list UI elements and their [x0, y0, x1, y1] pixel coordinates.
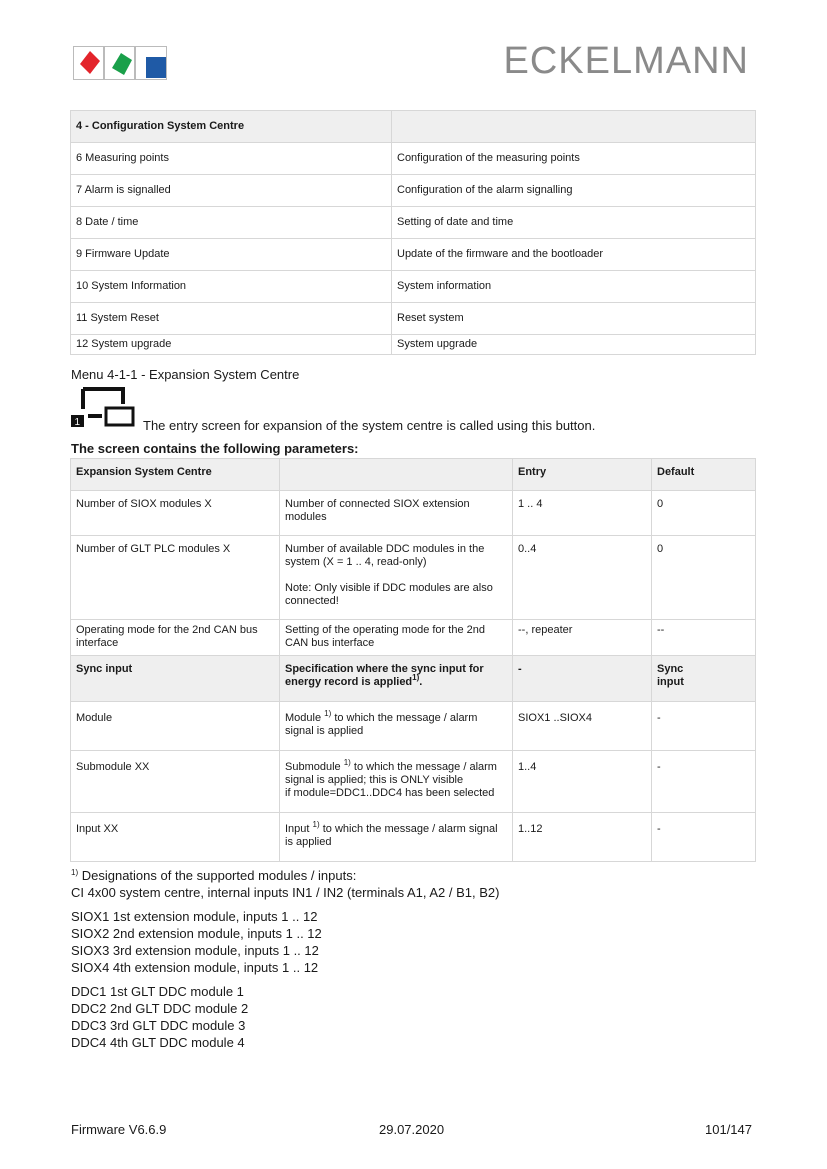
menu-description: Configuration of the measuring points	[392, 143, 756, 175]
param-name: Input XX	[71, 813, 280, 862]
blue-square-icon	[146, 57, 166, 78]
param-entry: --, repeater	[513, 620, 652, 656]
table-header-row	[71, 111, 756, 143]
param-entry: 1..12	[513, 813, 652, 862]
table-row	[71, 751, 756, 813]
table-header-row	[71, 459, 756, 491]
parameters-table	[70, 458, 756, 862]
param-default: 0	[652, 491, 756, 536]
sync-header-entry: -	[513, 656, 652, 702]
param-entry: SIOX1 ..SIOX4	[513, 702, 652, 751]
siox-item: SIOX3 3rd extension module, inputs 1 .. 12	[71, 943, 319, 958]
footnote-title: Designations of the supported modules / inputs:	[78, 868, 357, 883]
header-cell: 4 - Configuration System Centre	[71, 111, 392, 143]
ddc-item: DDC4 4th GLT DDC module 4	[71, 1035, 245, 1050]
param-entry: 1..4	[513, 751, 652, 813]
expansion-window-icon[interactable]	[71, 387, 137, 427]
param-description	[280, 702, 513, 751]
desc-post: to which the message / alarm signal is applied	[285, 712, 478, 737]
param-default: -	[652, 813, 756, 862]
table-row	[71, 303, 756, 335]
param-name: Number of SIOX modules X	[71, 491, 280, 536]
header-cell: Default	[652, 459, 756, 491]
menu-table	[70, 110, 756, 355]
menu-item: 7 Alarm is signalled	[71, 175, 392, 207]
sync-header-desc-end: .	[419, 676, 423, 688]
footer-date: 29.07.2020	[379, 1122, 445, 1137]
ddc-item: DDC1 1st GLT DDC module 1	[71, 984, 244, 999]
table-row	[71, 491, 756, 536]
param-name: Module	[71, 702, 280, 751]
param-name: Operating mode for the 2nd CAN bus interface	[71, 620, 280, 656]
footnote-ref: 1)	[312, 820, 320, 829]
footer-page-number: 101/147	[705, 1122, 752, 1137]
table-row	[71, 175, 756, 207]
ddc-list	[71, 983, 499, 1051]
footnotes	[71, 867, 499, 1051]
ddc-item: DDC2 2nd GLT DDC module 2	[71, 1001, 249, 1016]
menu-description: Update of the firmware and the bootloader	[392, 239, 756, 271]
siox-item: SIOX4 4th extension module, inputs 1 .. 12	[71, 960, 319, 975]
param-default: --	[652, 620, 756, 656]
footnote-ref: 1)	[343, 758, 351, 767]
sync-header-default-line1: Sync	[657, 663, 684, 675]
menu-item: 9 Firmware Update	[71, 239, 392, 271]
header-cell: Expansion System Centre	[71, 459, 280, 491]
menu-description: System upgrade	[392, 335, 756, 355]
param-entry: 0..4	[513, 536, 652, 620]
param-description: Number of available DDC modules in the system (X = 1 .. 4, read-only)	[285, 543, 485, 568]
param-description: Setting of the operating mode for the 2nd CAN bus interface	[280, 620, 513, 656]
menu-item: 6 Measuring points	[71, 143, 392, 175]
ddc-item: DDC3 3rd GLT DDC module 3	[71, 1018, 246, 1033]
sync-header-default	[652, 656, 756, 702]
entry-row	[71, 387, 771, 433]
sync-header-desc	[280, 656, 513, 702]
desc-post: to which the message / alarm signal is applied	[285, 823, 498, 848]
param-name: Number of GLT PLC modules X	[71, 536, 280, 620]
menu-item: 11 System Reset	[71, 303, 392, 335]
menu-description: Setting of date and time	[392, 207, 756, 239]
param-description	[280, 813, 513, 862]
sync-header-name: Sync input	[71, 656, 280, 702]
sync-header-default-line2: input	[657, 676, 684, 688]
header-cell: Entry	[513, 459, 652, 491]
footnote-marker: 1)	[71, 868, 79, 877]
table-row	[71, 536, 756, 620]
desc-pre: Module	[285, 712, 325, 724]
table-row	[71, 143, 756, 175]
menu-item: 10 System Information	[71, 271, 392, 303]
table-row	[71, 813, 756, 862]
menu-description: Configuration of the alarm signalling	[392, 175, 756, 207]
param-name: Submodule XX	[71, 751, 280, 813]
table-row	[71, 702, 756, 751]
table-row	[71, 207, 756, 239]
table-row	[71, 620, 756, 656]
param-description-cell	[280, 536, 513, 620]
sync-header-desc-text: Specification where the sync input for energy record is applied	[285, 663, 484, 688]
icon-badge: 1	[74, 417, 81, 427]
param-description: Number of connected SIOX extension modules	[280, 491, 513, 536]
desc-post: to which the message / alarm signal is applied; this is ONLY visible	[285, 761, 497, 786]
param-default: -	[652, 702, 756, 751]
menu-item: 12 System upgrade	[71, 335, 392, 355]
desc-pre: Input	[285, 823, 313, 835]
footnote-ref: 1)	[324, 709, 332, 718]
footer-firmware: Firmware V6.6.9	[71, 1122, 167, 1137]
desc-pre: Submodule	[285, 761, 344, 773]
menu-item: 8 Date / time	[71, 207, 392, 239]
siox-item: SIOX2 2nd extension module, inputs 1 .. 12	[71, 926, 322, 941]
header-cell	[280, 459, 513, 491]
footnote-ci-line: CI 4x00 system centre, internal inputs IN1 / IN2 (terminals A1, A2 / B1, B2)	[71, 885, 500, 900]
header-cell	[392, 111, 756, 143]
param-default: 0	[652, 536, 756, 620]
brand-wordmark: ECKELMANN	[503, 40, 749, 82]
three-diamond-squares-logo	[73, 46, 167, 80]
param-entry: 1 .. 4	[513, 491, 652, 536]
footnote-ref: 1)	[412, 673, 420, 682]
siox-item: SIOX1 1st extension module, inputs 1 .. 12	[71, 909, 318, 924]
section-caption: Menu 4-1-1 - Expansion System Centre	[71, 367, 300, 382]
params-title: The screen contains the following parameters:	[71, 441, 359, 456]
param-note: Note: Only visible if DDC modules are also connected!	[285, 582, 493, 607]
table-row	[71, 239, 756, 271]
siox-list	[71, 908, 499, 976]
entry-description: The entry screen for expansion of the system centre is called using this button.	[143, 418, 596, 433]
table-row	[71, 335, 756, 355]
param-description	[280, 751, 513, 813]
table-row	[71, 271, 756, 303]
menu-description: System information	[392, 271, 756, 303]
desc-line3: if module=DDC1..DDC4 has been selected	[285, 787, 495, 799]
table-subheader-row	[71, 656, 756, 702]
param-default: -	[652, 751, 756, 813]
menu-description: Reset system	[392, 303, 756, 335]
